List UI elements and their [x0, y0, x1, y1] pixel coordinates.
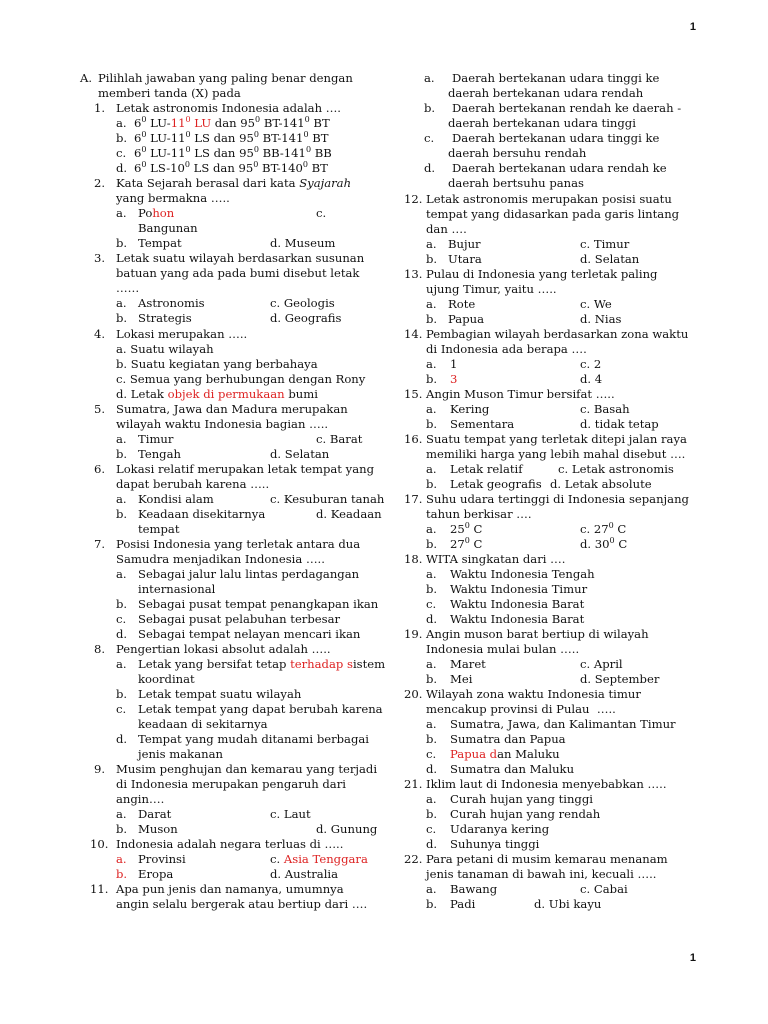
- option-11b: b. Daerah bertekanan rendah ke daerah -: [424, 101, 682, 115]
- option-10a: a. Provinsi c. Asia Tenggara: [116, 852, 368, 866]
- question-8: 8. Pengertian lokasi absolut adalah …..: [94, 642, 331, 656]
- option-4b: b. Suatu kegiatan yang berbahaya: [116, 357, 318, 371]
- option-8c: c. Letak tempat yang dapat berubah karena: [116, 702, 383, 716]
- option-4a: a. Suatu wilayah: [116, 342, 214, 356]
- option-7b: b. Sebagai pusat tempat penangkapan ikan: [116, 597, 379, 611]
- question-3: 3. Letak suatu wilayah berdasarkan susunan: [94, 251, 365, 265]
- question-1: 1. Letak astronomis Indonesia adalah ….: [94, 101, 341, 115]
- option-21b: b. Curah hujan yang rendah: [426, 807, 601, 821]
- option-21c: c. Udaranya kering: [426, 822, 550, 836]
- option-9b: b. Muson d. Gunung: [116, 822, 378, 836]
- instruction-text-2: memberi tanda (X) pada: [98, 86, 241, 100]
- option-6a: a. Kondisi alam c. Kesuburan tanah: [116, 492, 385, 506]
- option-3a: a. Astronomis c. Geologis: [116, 296, 335, 310]
- question-12: 12. Letak astronomis merupakan posisi suatu: [404, 192, 672, 206]
- option-16a: a. Letak relatif c. Letak astronomis: [426, 462, 674, 476]
- option-22a: a. Bawang c. Cabai: [426, 882, 628, 896]
- option-20a: a. Sumatra, Jawa, dan Kalimantan Timur: [426, 717, 676, 731]
- question-16: 16. Suatu tempat yang terletak ditepi jalan raya: [404, 432, 687, 446]
- option-13a: a. Rote c. We: [426, 297, 612, 311]
- question-21: 21. Iklim laut di Indonesia menyebabkan …..: [404, 777, 667, 791]
- question-4: 4. Lokasi merupakan …..: [94, 327, 248, 341]
- option-10b: b. Eropa d. Australia: [116, 867, 339, 881]
- option-18a: a. Waktu Indonesia Tengah: [426, 567, 595, 581]
- question-17: 17. Suhu udara tertinggi di Indonesia sepanjang: [404, 492, 689, 506]
- option-1c: c. $6^0$ $LU-11^0$ LS dan $95^0$ $BB-141^0$ BB: [116, 145, 332, 160]
- question-13: 13. Pulau di Indonesia yang terletak paling: [404, 267, 658, 281]
- option-21a: a. Curah hujan yang tinggi: [426, 792, 593, 806]
- option-2b: b. Tempat d. Museum: [116, 236, 336, 250]
- question-19: 19. Angin muson barat bertiup di wilayah: [404, 627, 649, 641]
- question-20: 20. Wilayah zona waktu Indonesia timur: [404, 687, 641, 701]
- option-1b: b. $6^0$ $LU-11^0$ LS dan $95^0$ $BT-141^0$ BT: [116, 130, 329, 145]
- option-7c: c. Sebagai pusat pelabuhan terbesar: [116, 612, 341, 626]
- option-22b: b. Padi d. Ubi kayu: [426, 897, 602, 911]
- option-4c: c. Semua yang berhubungan dengan Rony: [116, 372, 366, 386]
- option-12a: a. Bujur c. Timur: [426, 237, 630, 251]
- instruction-line: [80, 71, 380, 86]
- option-18c: c. Waktu Indonesia Barat: [426, 597, 585, 611]
- question-18: 18. WITA singkatan dari ….: [404, 552, 566, 566]
- option-20c: c. Papua dan Maluku: [426, 747, 560, 761]
- option-1a: a. $6^0$ $LU-11^0$ LU dan $95^0$ $BT-141^0$ BT: [116, 115, 330, 130]
- option-1d: d. $6^0$ $LS-10^0$ LS dan $95^0$ $BT-140^0$ BT: [116, 160, 328, 175]
- option-19a: a. Maret c. April: [426, 657, 623, 671]
- question-22: 22. Para petani di musim kemarau menanam: [404, 852, 668, 866]
- option-16b: b. Letak geografis d. Letak absolute: [426, 477, 652, 491]
- question-6: 6. Lokasi relatif merupakan letak tempat yang: [94, 462, 375, 476]
- option-21d: d. Suhunya tinggi: [426, 837, 540, 851]
- question-14: 14. Pembagian wilayah berdasarkan zona waktu: [404, 327, 689, 341]
- option-14b: b. 3 d. 4: [426, 372, 603, 386]
- instruction-text: Pilihlah jawaban yang paling benar dengan: [98, 71, 353, 85]
- option-11d: d. Daerah bertekanan udara rendah ke: [424, 161, 667, 175]
- question-text: Letak astronomis Indonesia adalah ….: [116, 101, 341, 115]
- option-5b: b. Tengah d. Selatan: [116, 447, 330, 461]
- option-3b: b. Strategis d. Geografis: [116, 311, 342, 325]
- option-11a: a. Daerah bertekanan udara tinggi ke: [424, 71, 660, 85]
- question-7: 7. Posisi Indonesia yang terletak antara dua: [94, 537, 361, 551]
- option-18d: d. Waktu Indonesia Barat: [426, 612, 585, 626]
- option-7d: d. Sebagai tempat nelayan mencari ikan: [116, 627, 361, 641]
- option-17b: b. $27^0$ C d. $30^0$ C: [426, 536, 628, 551]
- option-20b: b. Sumatra dan Papua: [426, 732, 566, 746]
- option-11c: c. Daerah bertekanan udara tinggi ke: [424, 131, 660, 145]
- option-14a: a. 1 c. 2: [426, 357, 602, 371]
- option-15a: a. Kering c. Basah: [426, 402, 630, 416]
- option-20d: d. Sumatra dan Maluku: [426, 762, 575, 776]
- option-8b: b. Letak tempat suatu wilayah: [116, 687, 302, 701]
- option-19b: b. Mei d. September: [426, 672, 660, 686]
- option-2c: Bangunan: [138, 221, 198, 235]
- question-9: 9. Musim penghujan dan kemarau yang terjadi: [94, 762, 378, 776]
- page-number-bottom: 1: [689, 952, 696, 964]
- page-number-top: 1: [689, 21, 696, 33]
- option-7a: a. Sebagai jalur lalu lintas perdagangan: [116, 567, 360, 581]
- question-5: 5. Sumatra, Jawa dan Madura merupakan: [94, 402, 348, 416]
- option-12b: b. Utara d. Selatan: [426, 252, 640, 266]
- question-11: 11. Apa pun jenis dan namanya, umumnya: [90, 882, 344, 896]
- question-2: 2. Kata Sejarah berasal dari kata Syajarah: [94, 176, 352, 190]
- question-10: 10. Indonesia adalah negara terluas di …..: [90, 837, 344, 851]
- option-18b: b. Waktu Indonesia Timur: [426, 582, 588, 596]
- option-17a: a. $25^0$ C c. $27^0$ C: [426, 521, 627, 536]
- option-9a: a. Darat c. Laut: [116, 807, 311, 821]
- option-6b: b. Keadaan disekitarnya d. Keadaan: [116, 507, 382, 521]
- question-15: 15. Angin Muson Timur bersifat …..: [404, 387, 615, 401]
- option-5a: a. Timur c. Barat: [116, 432, 363, 446]
- option-8d: d. Tempat yang mudah ditanami berbagai: [116, 732, 370, 746]
- option-4d: d. Letak objek di permukaan bumi: [116, 387, 318, 401]
- section-label: A.: [80, 71, 93, 85]
- option-15b: b. Sementara d. tidak tetap: [426, 417, 659, 431]
- option-2a: a. Pohon c.: [116, 206, 327, 220]
- option-13b: b. Papua d. Nias: [426, 312, 622, 326]
- option-8a: a. Letak yang bersifat tetap terhadap sistem: [116, 657, 386, 671]
